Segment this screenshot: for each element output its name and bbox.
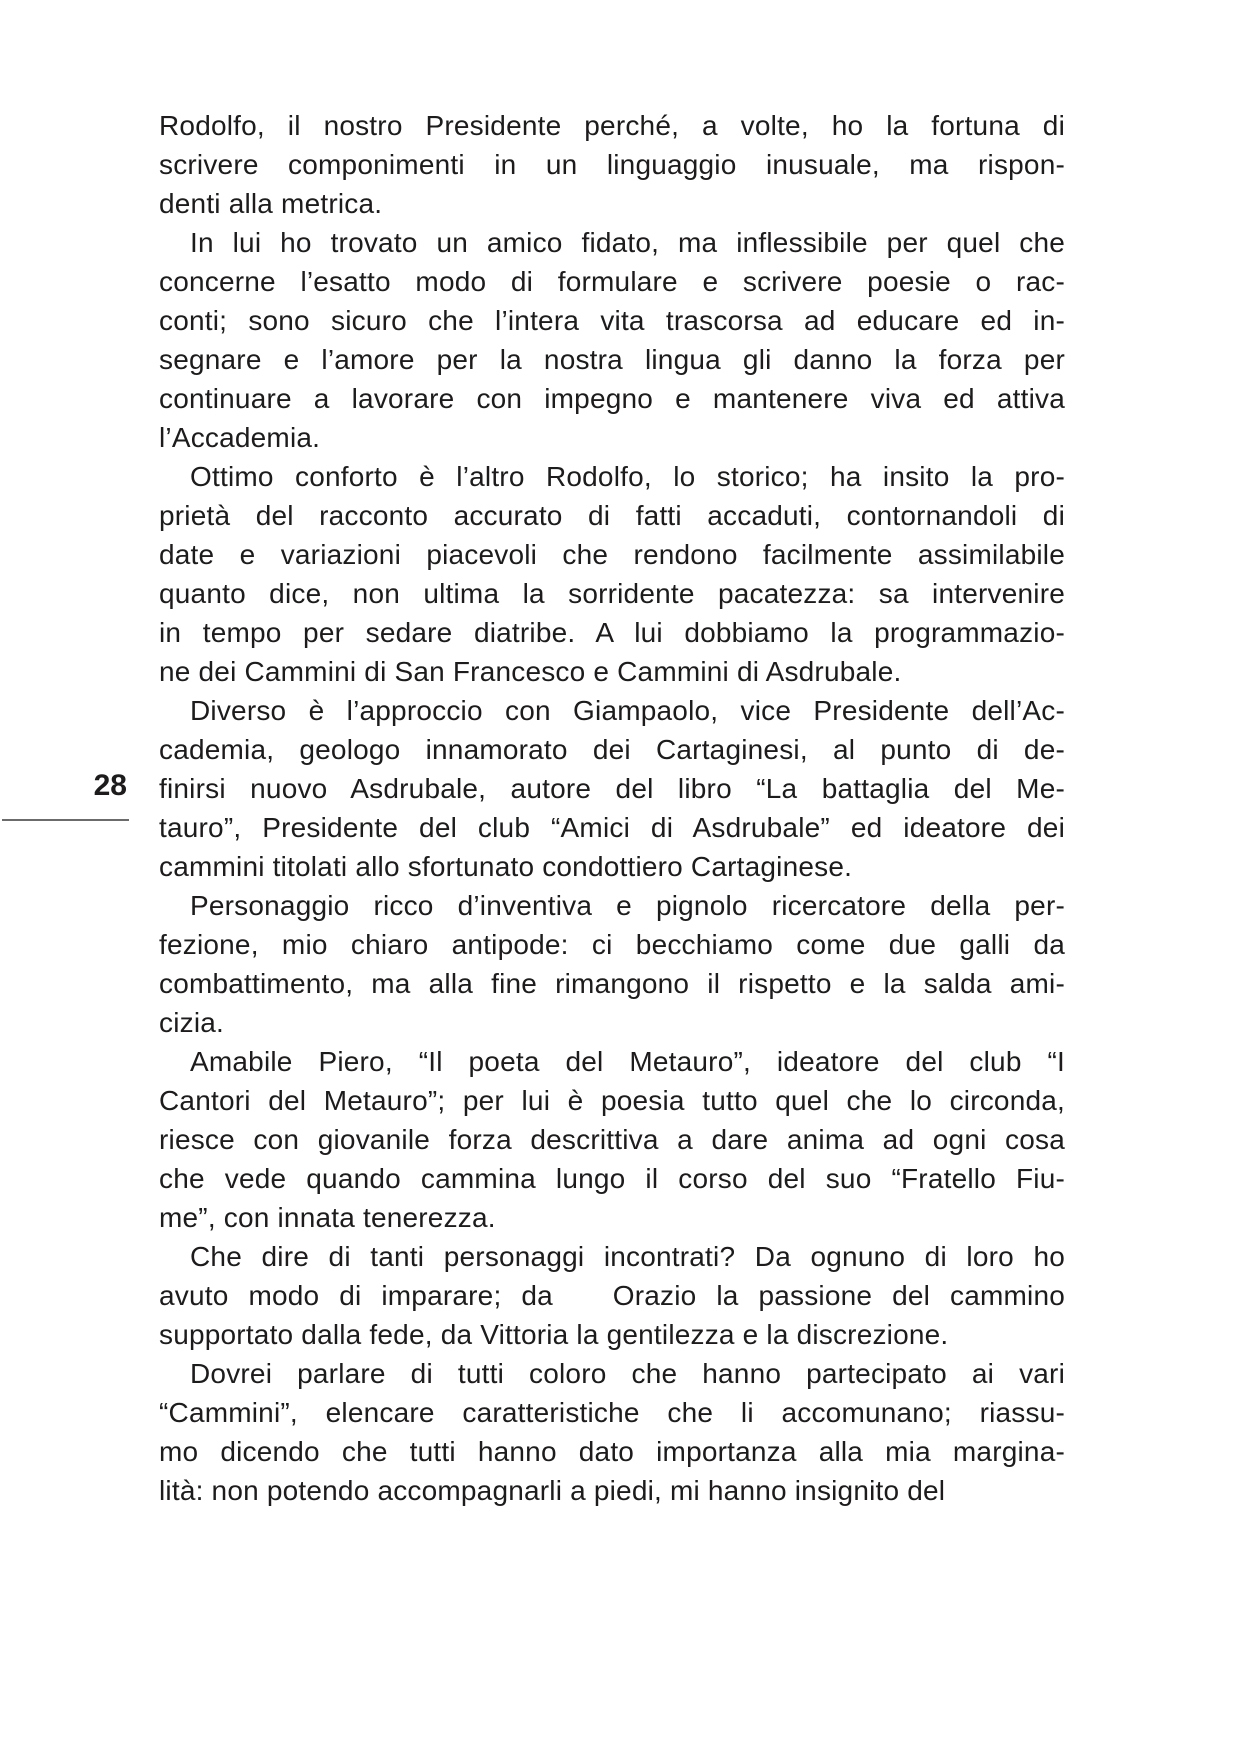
text-line: ne dei Cammini di San Francesco e Cammini di Asdrubale. xyxy=(159,656,902,687)
text-line: lità: non potendo accompagnarli a piedi, mi hanno insignito del xyxy=(159,1475,946,1506)
text-line: Personaggio ricco d’inventiva e pignolo ricercatore della per- xyxy=(190,890,1065,921)
text-line: denti alla metrica. xyxy=(159,188,383,219)
page-number: 28 xyxy=(93,769,127,802)
margin-rule xyxy=(2,819,129,821)
text-line: in tempo per sedare diatribe. A lui dobbiamo la programmazio- xyxy=(159,617,1065,648)
text-line: prietà del racconto accurato di fatti accaduti, contornandoli di xyxy=(159,500,1065,531)
text-line: In lui ho trovato un amico fidato, ma inflessibile per quel che xyxy=(190,227,1065,258)
text-line: combattimento, ma alla fine rimangono il rispetto e la salda ami- xyxy=(159,968,1065,999)
text-line: mo dicendo che tutti hanno dato importanza alla mia margina- xyxy=(159,1436,1065,1467)
text-line: scrivere componimenti in un linguaggio inusuale, ma rispon- xyxy=(159,149,1065,180)
text-line: Diverso è l’approccio con Giampaolo, vice Presidente dell’Ac- xyxy=(190,695,1065,726)
text-line: Dovrei parlare di tutti coloro che hanno partecipato ai vari xyxy=(190,1358,1065,1389)
text-line: cizia. xyxy=(159,1007,224,1038)
text-line: cammini titolati allo sfortunato condottiero Cartaginese. xyxy=(159,851,853,882)
text-line: me”, con innata tenerezza. xyxy=(159,1202,496,1233)
body-text xyxy=(159,106,1065,1510)
text-line: cademia, geologo innamorato dei Cartaginesi, al punto di de- xyxy=(159,734,1065,765)
text-line: Ottimo conforto è l’altro Rodolfo, lo storico; ha insito la pro- xyxy=(190,461,1065,492)
text-line: finirsi nuovo Asdrubale, autore del libro “La battaglia del Me- xyxy=(159,773,1065,804)
text-line: avuto modo di imparare; da Orazio la passione del cammino xyxy=(159,1280,1065,1311)
text-line: “Cammini”, elencare caratteristiche che li accomunano; riassu- xyxy=(159,1397,1065,1428)
text-line: segnare e l’amore per la nostra lingua gli danno la forza per xyxy=(159,344,1065,375)
text-line: Rodolfo, il nostro Presidente perché, a volte, ho la fortuna di xyxy=(159,110,1065,141)
text-line: date e variazioni piacevoli che rendono facilmente assimilabile xyxy=(159,539,1065,570)
text-line: Amabile Piero, “Il poeta del Metauro”, ideatore del club “I xyxy=(190,1046,1065,1077)
text-line: conti; sono sicuro che l’intera vita trascorsa ad educare ed in- xyxy=(159,305,1065,336)
text-line: l’Accademia. xyxy=(159,422,321,453)
text-line: riesce con giovanile forza descrittiva a dare anima ad ogni cosa xyxy=(159,1124,1065,1155)
text-line: Cantori del Metauro”; per lui è poesia tutto quel che lo circonda, xyxy=(159,1085,1065,1116)
text-line: che vede quando cammina lungo il corso del suo “Fratello Fiu- xyxy=(159,1163,1065,1194)
text-line: continuare a lavorare con impegno e mantenere viva ed attiva xyxy=(159,383,1065,414)
text-line: supportato dalla fede, da Vittoria la gentilezza e la discrezione. xyxy=(159,1319,949,1350)
text-line: tauro”, Presidente del club “Amici di Asdrubale” ed ideatore dei xyxy=(159,812,1065,843)
text-line: quanto dice, non ultima la sorridente pacatezza: sa intervenire xyxy=(159,578,1065,609)
text-line: Che dire di tanti personaggi incontrati? Da ognuno di loro ho xyxy=(190,1241,1065,1272)
text-line: concerne l’esatto modo di formulare e scrivere poesie o rac- xyxy=(159,266,1065,297)
text-line: fezione, mio chiaro antipode: ci becchiamo come due galli da xyxy=(159,929,1065,960)
